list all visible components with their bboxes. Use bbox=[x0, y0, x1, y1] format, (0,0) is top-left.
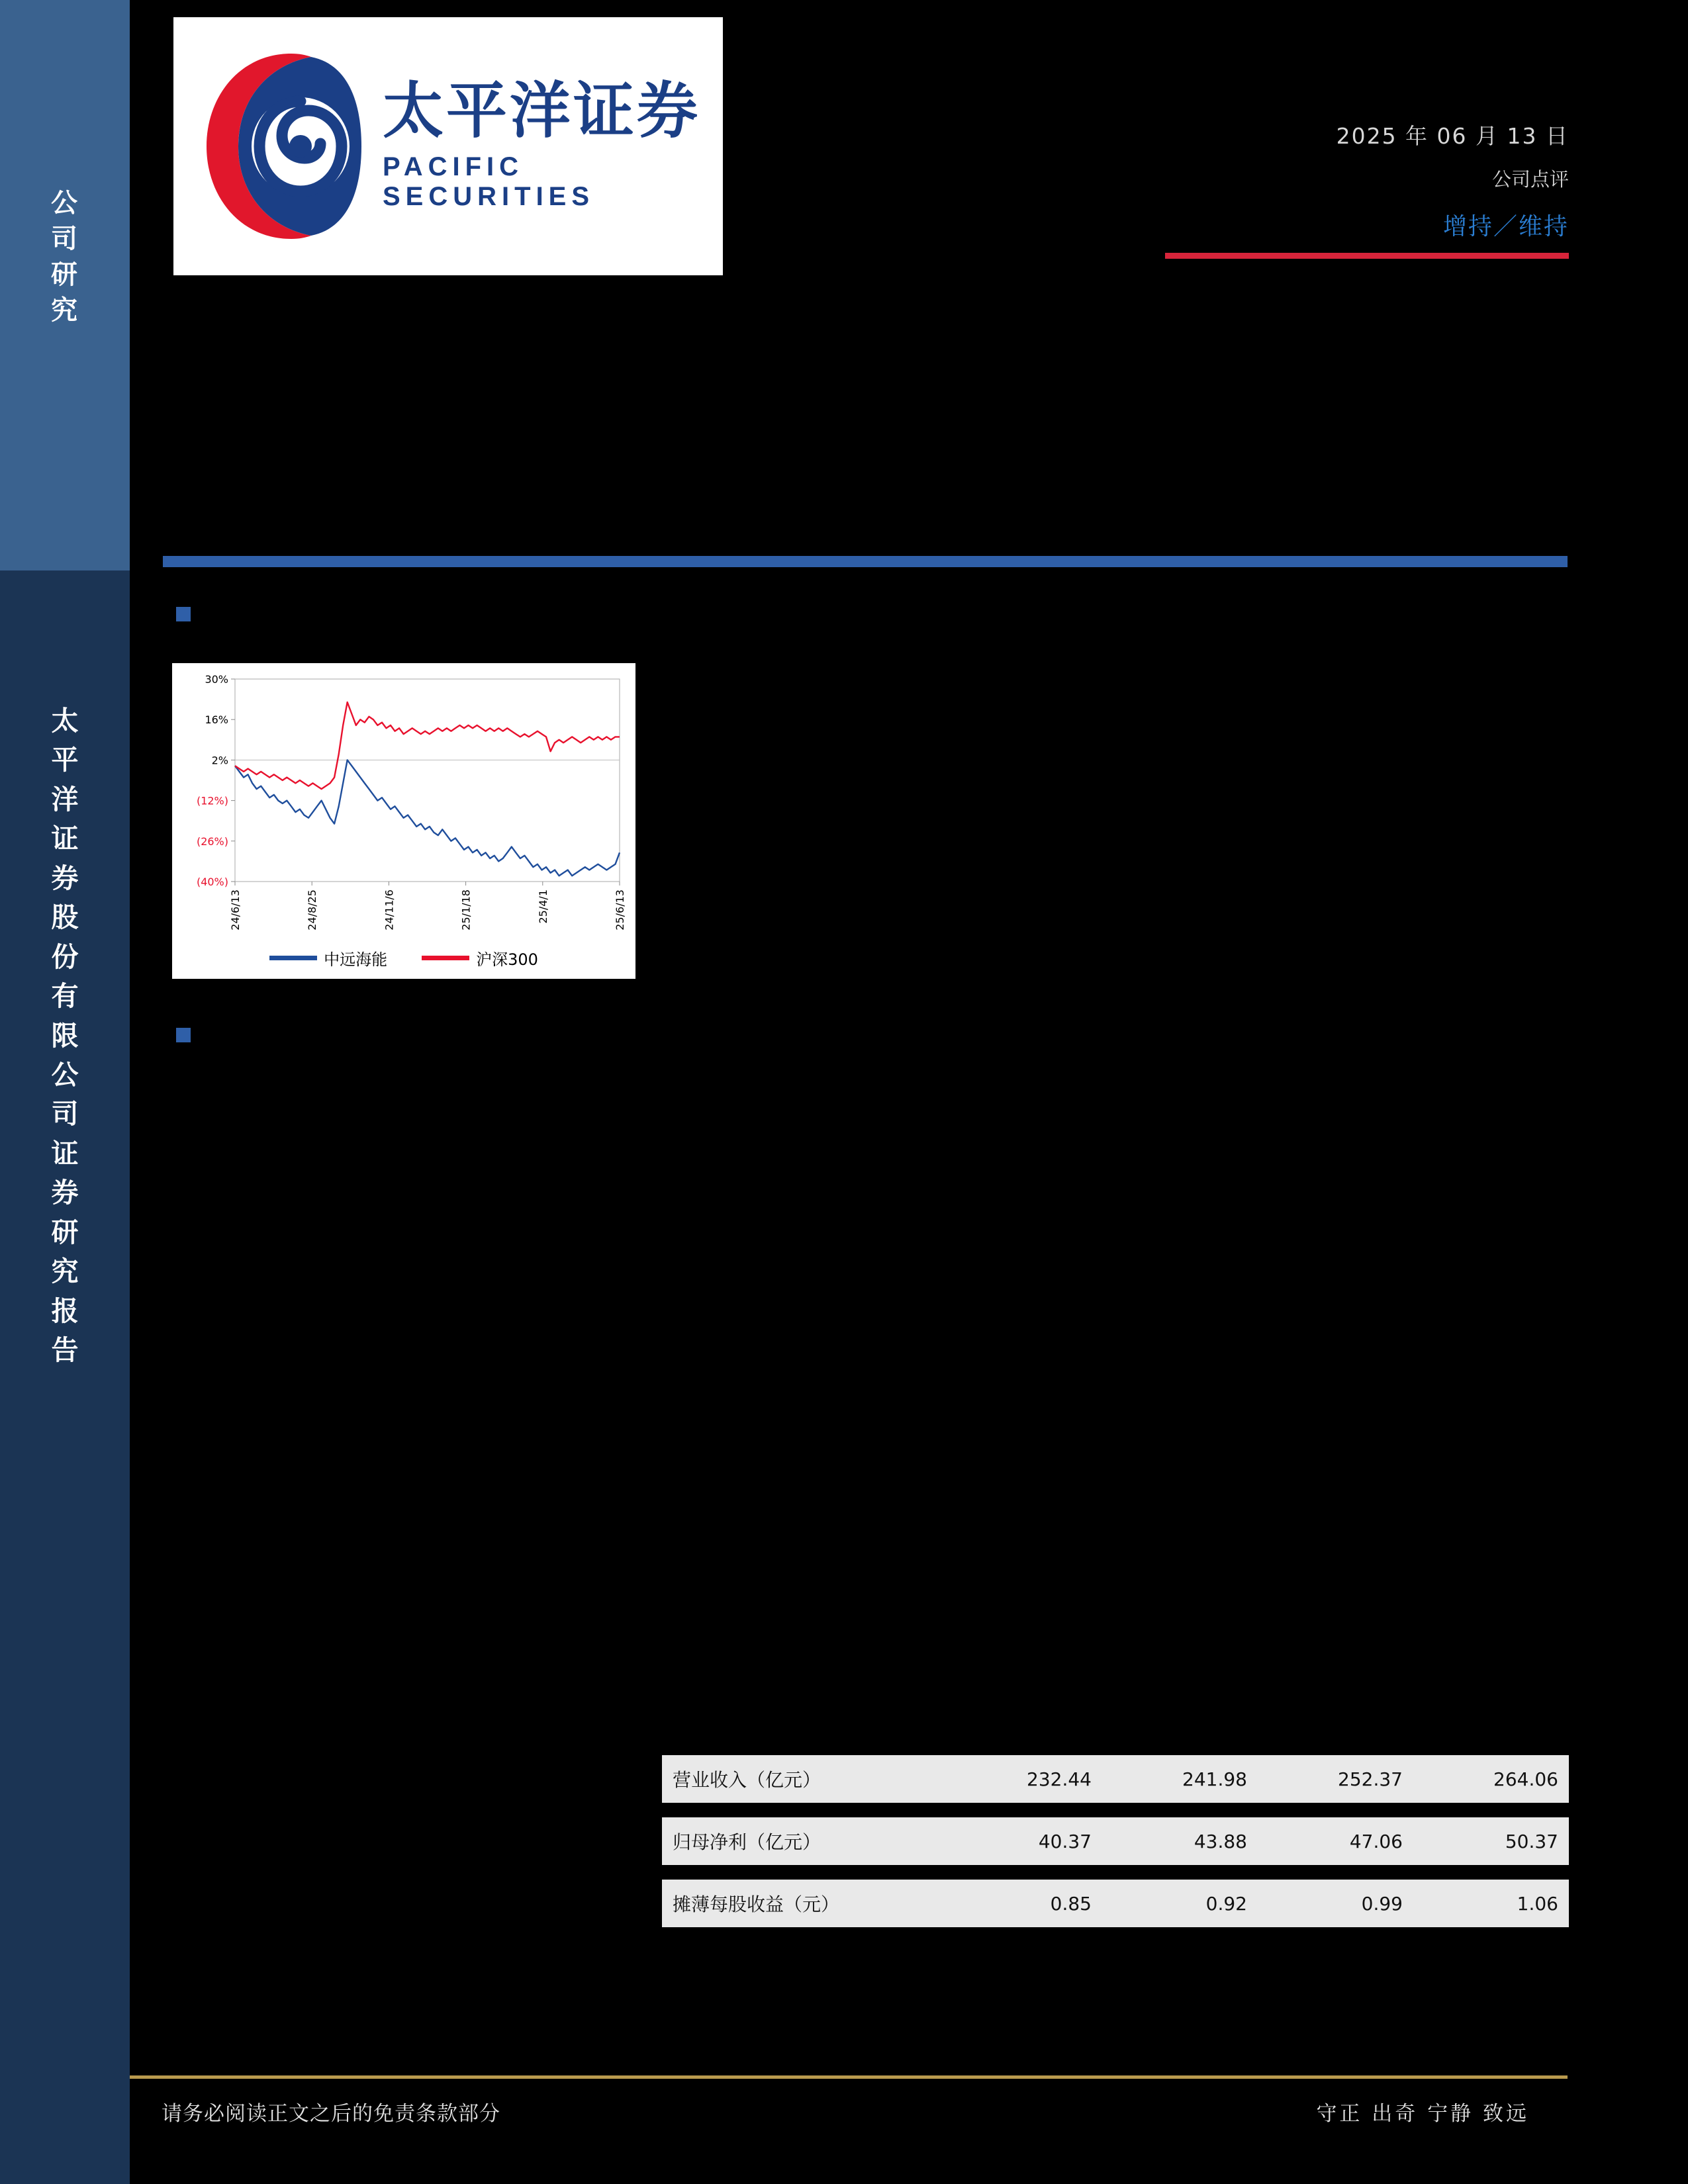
svg-text:(26%): (26%) bbox=[196, 835, 228, 848]
table-cell-value: 0.92 bbox=[1102, 1880, 1258, 1927]
table-row-label: 归母净利（亿元） bbox=[662, 1817, 947, 1865]
legend-swatch-series2 bbox=[422, 956, 469, 960]
table-row bbox=[662, 1817, 1569, 1865]
left-sidebar bbox=[0, 0, 130, 2184]
relative-performance-chart bbox=[172, 663, 635, 979]
logo-en-name: PACIFIC SECURITIES bbox=[383, 152, 595, 211]
table-cell-value: 1.06 bbox=[1413, 1880, 1569, 1927]
table-cell-value: 241.98 bbox=[1102, 1755, 1258, 1803]
company-logo bbox=[173, 17, 723, 275]
svg-text:24/11/6: 24/11/6 bbox=[383, 889, 396, 931]
section-bullet-marker bbox=[176, 1028, 191, 1042]
legend-item bbox=[269, 946, 387, 970]
report-date: 2025 年 06 月 13 日 bbox=[1336, 123, 1569, 149]
svg-text:25/4/1: 25/4/1 bbox=[536, 889, 549, 924]
footer-disclaimer: 请务必阅读正文之后的免责条款部分 bbox=[162, 2102, 500, 2126]
svg-text:30%: 30% bbox=[205, 673, 228, 686]
table-cell-value: 0.99 bbox=[1258, 1880, 1413, 1927]
table-cell-value: 232.44 bbox=[947, 1755, 1102, 1803]
pacific-securities-mark-icon bbox=[200, 47, 365, 246]
legend-label-series2: 沪深300 bbox=[476, 950, 538, 969]
sidebar-bottom-label: 太 平 洋 证 券 股 份 有 限 公 司 证 券 研 究 报 告 bbox=[51, 705, 79, 1366]
chart-legend bbox=[172, 946, 635, 970]
table-row bbox=[662, 1755, 1569, 1803]
svg-text:(40%): (40%) bbox=[196, 876, 228, 888]
svg-text:24/8/25: 24/8/25 bbox=[306, 889, 319, 931]
table-cell-value: 43.88 bbox=[1102, 1817, 1258, 1865]
table-row-label: 摊薄每股收益（元） bbox=[662, 1880, 947, 1927]
header-meta bbox=[1145, 119, 1569, 242]
svg-text:(12%): (12%) bbox=[196, 794, 228, 807]
chart-canvas bbox=[172, 663, 635, 979]
logo-cn-name: 太平洋证券 bbox=[383, 75, 701, 146]
report-type: 公司点评 bbox=[1491, 168, 1569, 191]
rating-underline bbox=[1165, 253, 1569, 259]
rating-badge: 增持／维持 bbox=[1442, 213, 1569, 240]
footer-slogan: 守正 出奇 宁静 致远 bbox=[1316, 2102, 1529, 2126]
svg-text:24/6/13: 24/6/13 bbox=[229, 889, 242, 931]
legend-label-series1: 中远海能 bbox=[324, 950, 388, 969]
table-cell-value: 47.06 bbox=[1258, 1817, 1413, 1865]
sidebar-top-label: 公 司 研 究 bbox=[51, 187, 79, 326]
table-cell-value: 252.37 bbox=[1258, 1755, 1413, 1803]
footer-divider bbox=[130, 2075, 1568, 2079]
section-bullet-marker bbox=[176, 607, 191, 621]
section-divider bbox=[163, 556, 1568, 567]
svg-text:16%: 16% bbox=[205, 713, 228, 727]
svg-text:25/1/18: 25/1/18 bbox=[459, 889, 473, 931]
table-cell-value: 40.37 bbox=[947, 1817, 1102, 1865]
table-row-label: 营业收入（亿元） bbox=[662, 1755, 947, 1803]
legend-item bbox=[422, 946, 538, 970]
forecast-table bbox=[662, 1755, 1569, 1927]
svg-text:2%: 2% bbox=[211, 754, 228, 767]
table-cell-value: 0.85 bbox=[947, 1880, 1102, 1927]
legend-swatch-series1 bbox=[269, 956, 317, 960]
logo-wordmark bbox=[383, 75, 723, 212]
svg-text:25/6/13: 25/6/13 bbox=[614, 889, 626, 931]
table-row bbox=[662, 1880, 1569, 1927]
table-cell-value: 264.06 bbox=[1413, 1755, 1569, 1803]
table-cell-value: 50.37 bbox=[1413, 1817, 1569, 1865]
